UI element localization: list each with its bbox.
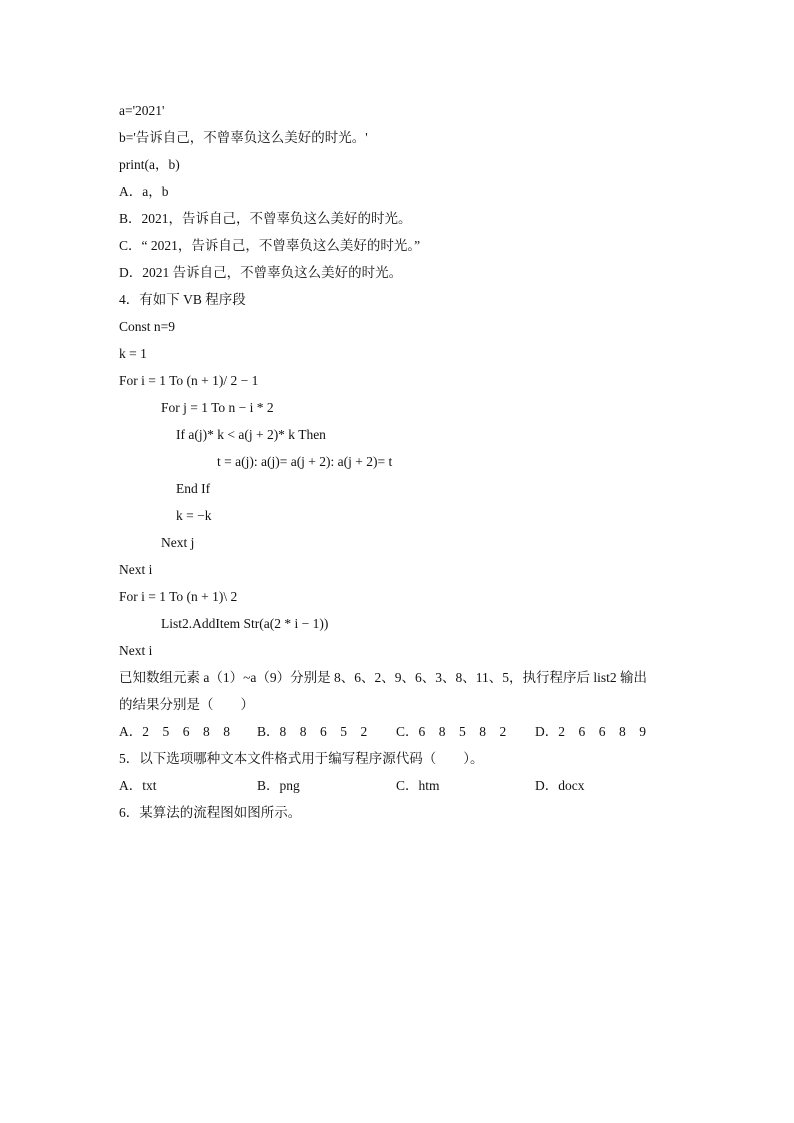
q4-code-line-4: For j = 1 To n − i * 2 [161,400,274,415]
q4-code-line-1: Const n=9 [119,319,175,334]
q3-option-a: A．a，b [119,184,169,199]
q3-code-line-2: b='告诉自己，不曾辜负这么美好的时光。' [119,130,368,145]
q4-code-line-5: If a(j)* k < a(j + 2)* k Then [176,427,326,442]
q3-option-b: B．2021，告诉自己，不曾辜负这么美好的时光。 [119,211,412,226]
q4-stem: 4．有如下 VB 程序段 [119,292,246,307]
q4-code-line-13: Next i [119,643,153,658]
q4-option-a: A．2 5 6 8 8 [119,724,230,739]
q5-option-d: D．docx [535,778,585,793]
q4-code-line-9: Next j [161,535,195,550]
q4-option-d: D．2 6 6 8 9 [535,724,646,739]
q5-option-a: A．txt [119,778,157,793]
q4-code-line-10: Next i [119,562,153,577]
q6-stem: 6．某算法的流程图如图所示。 [119,805,302,820]
q4-code-line-7: End If [176,481,211,496]
q5-option-c: C．htm [396,778,440,793]
q4-options-row [119,718,679,745]
q4-code-line-3: For i = 1 To (n + 1)/ 2 − 1 [119,373,259,388]
q4-option-b: B．8 8 6 5 2 [257,724,368,739]
q3-option-c: C．“ 2021，告诉自己，不曾辜负这么美好的时光。” [119,238,421,253]
q4-code-line-11: For i = 1 To (n + 1)\ 2 [119,589,238,604]
q4-question-line-1: 已知数组元素 a（1）~a（9）分别是 8、6、2、9、6、3、8、11、5，执行程序后 list2 输出 [119,670,648,685]
q5-stem: 5．以下选项哪种文本文件格式用于编写程序源代码（ ）。 [119,751,484,766]
q4-code-line-12: List2.AddItem Str(a(2 * i − 1)) [161,616,329,631]
q5-option-b: B．png [257,778,300,793]
q4-question-line-2: 的结果分别是（ ） [119,697,254,712]
q4-code-line-2: k = 1 [119,346,147,361]
q4-option-c: C．6 8 5 8 2 [396,724,507,739]
q3-code-line-3: print(a，b) [119,157,180,172]
q3-code-line-1: a='2021' [119,103,165,118]
q4-code-line-6: t = a(j): a(j)= a(j + 2): a(j + 2)= t [217,454,393,469]
q4-code-line-8: k = −k [176,508,212,523]
q5-options-row [119,772,679,799]
q3-option-d: D．2021 告诉自己，不曾辜负这么美好的时光。 [119,265,403,280]
